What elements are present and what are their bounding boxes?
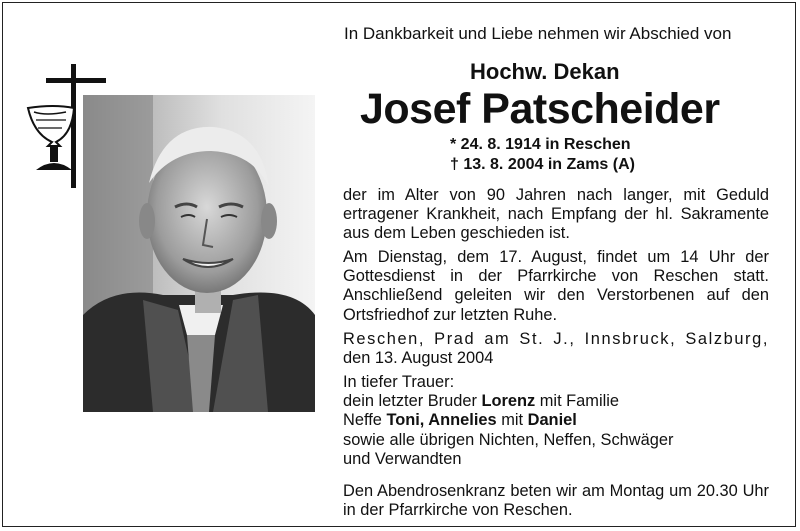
place-date: den 13. August 2004 xyxy=(343,349,494,368)
mourner-nephew xyxy=(343,411,769,430)
mourning-heading: In tiefer Trauer: xyxy=(343,373,455,391)
mourner-brother-prefix: dein letzter Bruder xyxy=(343,392,482,411)
places-line xyxy=(343,330,769,368)
mourner-relatives-2: und Verwandten xyxy=(343,449,462,468)
mourner-brother xyxy=(343,392,769,411)
mourner-nephew-mid: mit xyxy=(496,411,528,430)
funeral-paragraph: Am Dienstag, dem 17. August, findet um 14 Uhr der Gottesdienst in der Pfarrkirche von Reschen statt. Anschließend geleiten wir den Verstorbenen auf den Ortsfriedhof zur letzten Ruhe. xyxy=(343,248,769,324)
illness-paragraph: der im Alter von 90 Jahren nach langer, mit Geduld ertragener Krankheit, nach Empfang der hl. Sakramente aus dem Leben geschieden ist. xyxy=(343,186,769,243)
life-dates xyxy=(450,135,635,175)
mourner-relatives: sowie alle übrigen Nichten, Neffen, Schwäger xyxy=(343,430,674,449)
deceased-name: Josef Patscheider xyxy=(360,85,720,133)
death-date: † 13. 8. 2004 in Zams (A) xyxy=(450,156,635,173)
mourner-nephew-child: Daniel xyxy=(527,411,577,430)
rank-title: Hochw. Dekan xyxy=(470,59,620,84)
rosary-paragraph: Den Abendrosenkranz beten wir am Montag um 20.30 Uhr in der Pfarrkirche von Reschen. xyxy=(343,482,769,520)
portrait-photo xyxy=(83,95,315,412)
intro-line: In Dankbarkeit und Liebe nehmen wir Abschied von xyxy=(344,24,732,43)
mourner-brother-name: Lorenz xyxy=(481,392,536,411)
mourner-nephew-prefix: Neffe xyxy=(343,411,387,430)
mourner-brother-suffix: mit Familie xyxy=(535,392,619,411)
mourner-nephew-names: Toni, Annelies xyxy=(386,411,497,430)
places-list: Reschen, Prad am St. J., Innsbruck, Salzburg, xyxy=(343,330,769,348)
birth-date: * 24. 8. 1914 in Reschen xyxy=(450,136,631,153)
mourners-block xyxy=(343,373,769,469)
